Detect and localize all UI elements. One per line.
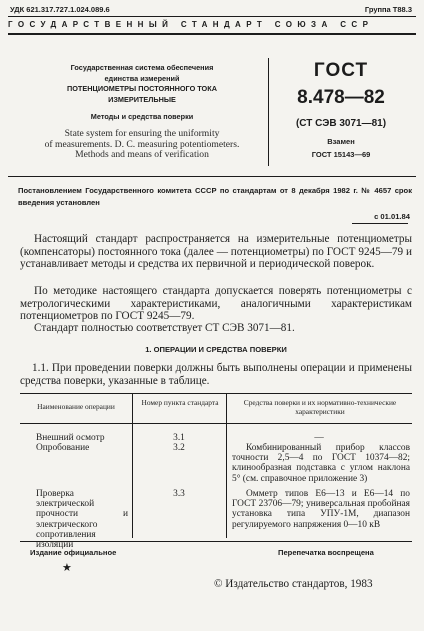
table-header-means: Средства поверки и их нормативно-технические характеристики [243,398,397,416]
row-clause: 3.1 [173,433,185,443]
row-means: Омметр типов Е6—13 и Е6—14 по ГОСТ 23706—79; универсальная пробойная установка типа УПУ-1М, диапазон регулируемого напряжения 0—10 кВ [232,489,410,530]
method-paragraph: По методике настоящего стандарта допускается поверять потенциометры с метрологическими характеристиками, аналогичными характеристикам потенциометров по ГОСТ 9245—79. [20,285,412,322]
table-header-rule [20,423,412,424]
effective-date: с 01.01.84 [374,212,410,221]
row-clause: 3.3 [173,489,185,499]
star-icon: ★ [62,562,72,574]
title-bottom-rule [8,176,416,177]
section-paragraph: 1.1. При проведении поверки должны быть выполнены операции и применены средства поверки, указанные в таблице. [20,362,412,387]
reprint-prohibited-label: Перепечатка воспрещена [278,548,374,557]
table-col-divider [226,393,227,538]
group-code: Группа Т88.3 [364,5,412,14]
ru-title-line: Государственная система обеспечения [70,63,214,72]
table-header-operation: Наименование операции [37,402,115,411]
ru-title-line: ПОТЕНЦИОМЕТРЫ ПОСТОЯННОГО ТОКА [67,84,217,93]
section-heading: 1. ОПЕРАЦИИ И СРЕДСТВА ПОВЕРКИ [145,345,287,354]
ru-title-line: единства измерений [104,73,180,83]
official-edition-label: Издание официальное [30,548,117,557]
title-divider [268,58,269,166]
ru-title-line: ИЗМЕРИТЕЛЬНЫЕ [108,94,176,104]
intro-paragraph: Настоящий стандарт распространяется на измерительные потенциометры (компенсаторы) постоянного тока (далее — потенциометры) по ГОСТ 9245—79 и устанавливает методы и средства их первичной и периодической поверок. [20,233,412,270]
gost-label: ГОСТ [313,60,369,81]
replaced-label: Взамен [327,137,355,146]
row-means: — [314,433,324,443]
header-top-rule [8,16,416,17]
en-title-line: of measurements. D. C. measuring potentiometers. [44,138,240,150]
st-sev-reference: (СТ СЭВ 3071—81) [295,118,387,129]
udk-code: УДК 621.317.727.1.024.089.6 [10,5,110,14]
russian-title [36,63,248,105]
footer-rule [20,541,412,542]
decree-text: Постановлением Государственного комитета СССР по стандартам от 8 декабря 1982 г. № 4657 срок введения установлен [18,186,412,207]
table-top-rule [20,393,412,394]
en-title-line: Methods and means of verification [75,149,209,161]
row-operation: Опробование [36,443,90,453]
state-standard-heading: ГОСУДАРСТВЕННЫЙ СТАНДАРТ СОЮЗА ССР [8,20,374,29]
row-means: Комбинированный прибор классов точности 2,5—4 по ГОСТ 10374—82; клинообразная подставка с углом наклона 5° (см. справочное приложение 3) [232,443,410,484]
header-bottom-rule [8,33,416,35]
compliance-paragraph: Стандарт полностью соответствует СТ СЭВ 3071—81. [34,322,295,334]
table-col-divider [132,393,133,538]
en-title-line: State system for ensuring the uniformity [64,128,220,139]
gost-number: 8.478—82 [297,87,385,108]
row-operation: Проверка электрической прочности и электрического сопротивления изоляции [36,489,128,551]
russian-subtitle: Методы и средства поверки [90,112,194,121]
effective-underline [352,223,408,224]
replaced-standard: ГОСТ 15143—69 [311,150,371,159]
table-header-clause: Номер пункта стандарта [141,398,219,407]
row-operation: Внешний осмотр [36,433,105,443]
row-clause: 3.2 [173,443,185,453]
english-title [36,129,248,161]
copyright-notice: © Издательство стандартов, 1983 [214,578,373,590]
